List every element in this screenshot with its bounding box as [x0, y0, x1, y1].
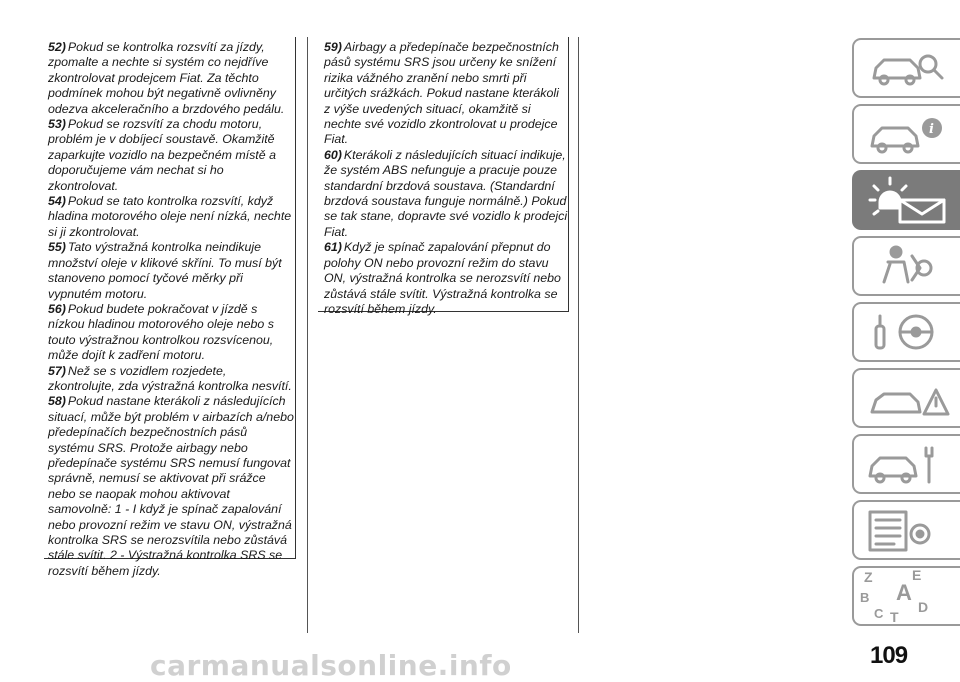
- note-text: Tato výstražná kontrolka neindikuje množství oleje v klikové skříni. To musí být stanoveno pomocí tyčové měrky při vypnutém motoru.: [48, 240, 282, 301]
- svg-text:A: A: [896, 580, 912, 605]
- note-number: 60): [324, 147, 342, 162]
- note-54: [48, 194, 295, 240]
- svg-text:i: i: [929, 122, 934, 137]
- alphabet-index-icon: [854, 568, 960, 624]
- car-info-icon: [854, 106, 960, 162]
- note-text: Pokud nastane kterákoli z následujících situací, může být problém v airbazích a/nebo předepínačích bezpečnostních pásů systému SRS. Protože airbagy nebo předepínače systému SRS nemusí fungovat správně, nemusí se aktivovat při srážce nebo se naopak mohou aktivovat samovolně: 1 - I když je spínač zapalování nebo provozní režim ve stavu ON, výstražná kontrolka SRS se nerozsvítila nebo zůstává stále svítit. 2 - Výstražná kontrolka SRS se rozsvítí během jízdy.: [48, 394, 294, 578]
- tab-technical-data[interactable]: [852, 500, 960, 560]
- note-text: Kterákoli z následujících situací indikuje, že systém ABS nefunguje a pracuje pouze standardní brzdová soustava. (Standardní brzdová soustava funguje normálně.) Pokud se tak stane, dopravte své vozidlo k prodejci Fiat.: [324, 147, 568, 239]
- svg-text:D: D: [918, 599, 929, 615]
- spec-list-gear-icon: [854, 502, 960, 558]
- key-steering-wheel-icon: [854, 304, 960, 360]
- svg-text:E: E: [912, 568, 922, 583]
- car-wrench-icon: [854, 436, 960, 492]
- note-number: 52): [48, 40, 66, 54]
- note-text: Než se s vozidlem rozjedete, zkontrolujte, zda výstražná kontrolka nesvítí.: [48, 363, 292, 393]
- note-number: 56): [48, 301, 66, 316]
- warning-light-envelope-icon: [854, 172, 960, 228]
- note-53: [48, 117, 295, 194]
- tab-warning-lights[interactable]: [852, 170, 960, 230]
- tab-index[interactable]: [852, 566, 960, 626]
- note-56: [48, 302, 295, 364]
- note-number: 61): [324, 240, 342, 255]
- tab-car-info[interactable]: [852, 104, 960, 164]
- note-text: Pokud se kontrolka rozsvítí za jízdy, zpomalte a nechte si systém co nejdříve zkontrolovat prodejcem Fiat. Za těchto podmínek mohou být negativně ovlivněny odezva akceleračního a brzdového pedálu.: [48, 40, 285, 116]
- person-airbag-icon: [854, 238, 960, 294]
- note-number: 57): [48, 363, 66, 378]
- note-number: 55): [48, 240, 66, 255]
- tab-starting-driving[interactable]: [852, 302, 960, 362]
- note-text: Pokud se tato kontrolka rozsvítí, když hladina motorového oleje není nízká, nechte si ji zkontrolovat.: [48, 194, 292, 239]
- tab-vehicle-knowledge[interactable]: [852, 38, 960, 98]
- left-column: [48, 40, 295, 579]
- page-number: 109: [870, 642, 908, 669]
- svg-text:B: B: [860, 590, 870, 605]
- note-55: [48, 240, 295, 302]
- column-divider-left: [307, 37, 308, 633]
- note-number: 54): [48, 194, 66, 209]
- note-text: Pokud budete pokračovat v jízdě s nízkou hladinou motorového oleje nebo s touto výstražnou kontrolkou rozsvícenou, může dojít k zadření motoru.: [48, 301, 274, 363]
- note-58: [48, 394, 295, 579]
- note-61: [324, 240, 568, 317]
- note-number: 53): [48, 117, 66, 132]
- note-52: [48, 40, 295, 117]
- note-57: [48, 364, 295, 395]
- svg-text:T: T: [890, 609, 899, 624]
- note-text: Když je spínač zapalování přepnut do polohy ON nebo provozní režim do stavu ON, výstražná kontrolka se nerozsvítí nebo zůstává stále svítit. Výstražná kontrolka se rozsvítí během jízdy.: [324, 240, 561, 316]
- note-text: Airbagy a předepínače bezpečnostních pásů systému SRS jsou určeny ke snížení rizika vážného zranění nebo smrti při určitých srážkách. Pokud nastane kterákoli z výše uvedených situací, okamžitě si nechte své vozidlo zkontrolovat u prodejce Fiat.: [324, 40, 559, 147]
- right-column: [324, 40, 568, 317]
- watermark: carmanualsonline.info: [150, 649, 512, 682]
- column-divider-right: [578, 37, 579, 633]
- note-text: Pokud se rozsvítí za chodu motoru, problém je v dobíjecí soustavě. Okamžitě zaparkujte vozidlo na bezpečném místě a doporučujeme vám nechat si ho zkontrolovat.: [48, 117, 276, 193]
- note-60: [324, 148, 568, 240]
- note-number: 58): [48, 394, 66, 409]
- svg-text:C: C: [874, 606, 884, 621]
- car-search-icon: [854, 40, 960, 96]
- hazard-warning-icon: [854, 370, 960, 426]
- note-59: [324, 40, 568, 148]
- svg-text:Z: Z: [864, 569, 873, 585]
- tab-safety[interactable]: [852, 236, 960, 296]
- note-number: 59): [324, 40, 342, 54]
- tab-emergency[interactable]: [852, 368, 960, 428]
- tab-maintenance[interactable]: [852, 434, 960, 494]
